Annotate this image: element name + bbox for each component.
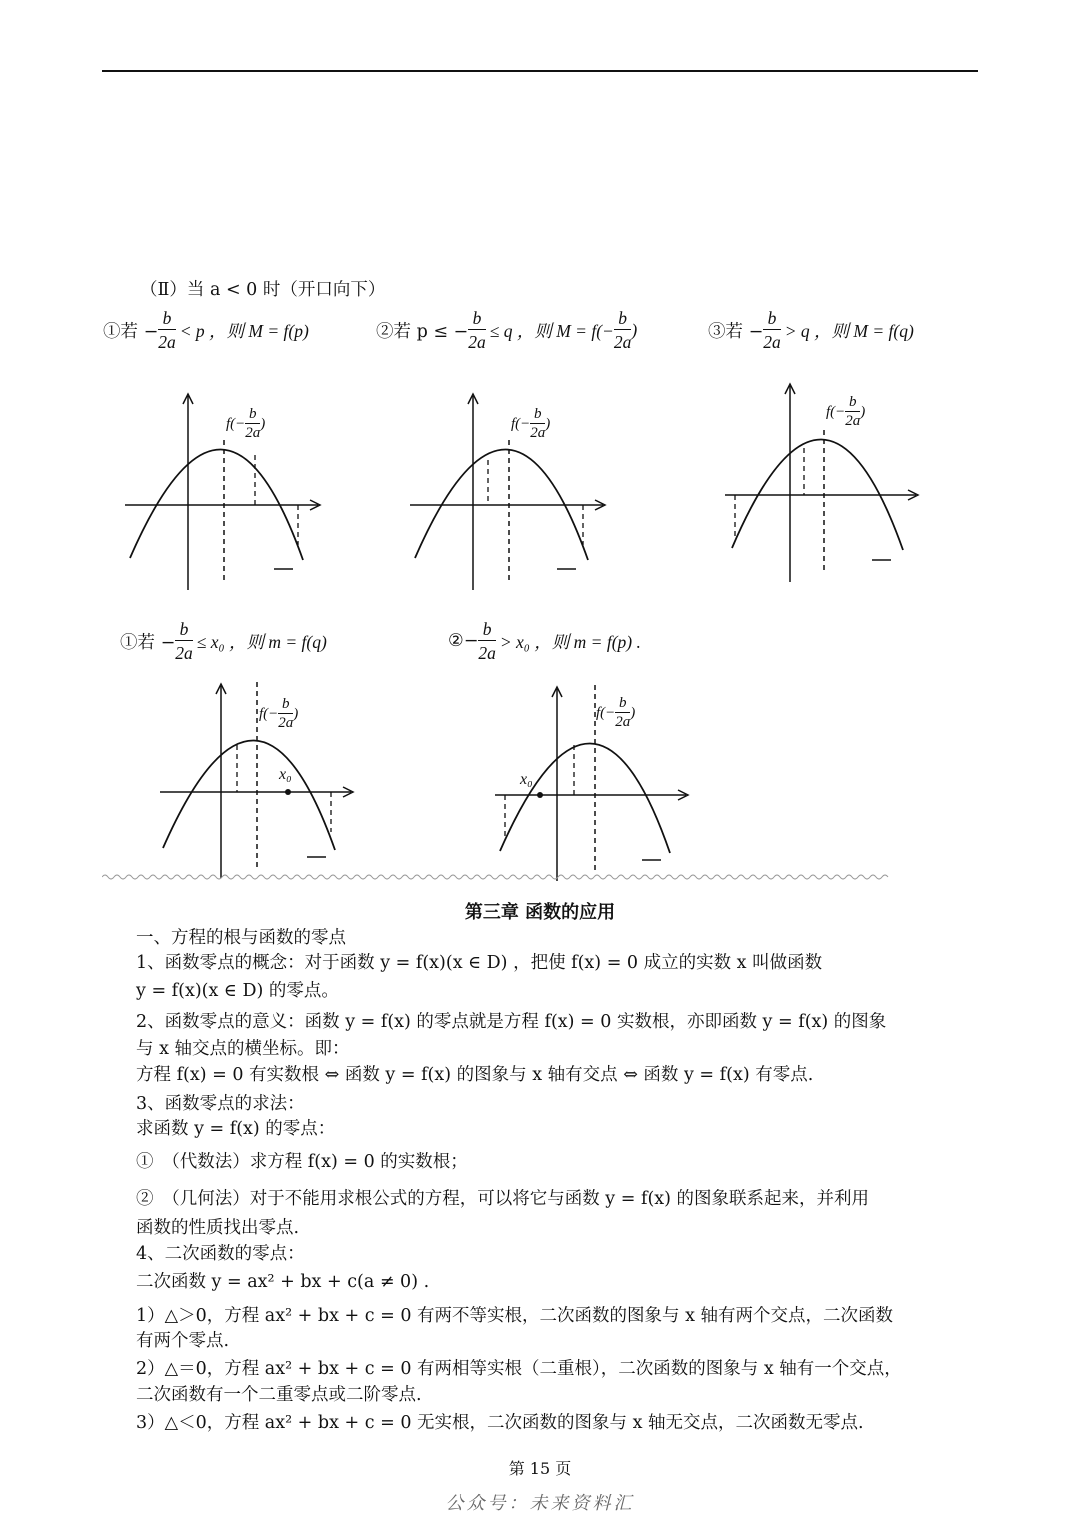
case2-max (376, 302, 637, 358)
graph-min-case2 (490, 683, 700, 883)
case3-max (708, 302, 914, 358)
min-case2: ②− $\frac{b}{2a}$ > x₀ ，则 m = f(p) . (448, 618, 641, 663)
case1-prefix: ①若 − (103, 321, 159, 342)
graph-label: f(− $\frac{b}{2a}$ ) (596, 695, 636, 730)
x0-label: x₀ (520, 771, 533, 788)
sec1-heading: 一、方程的根与函数的零点 (136, 928, 346, 948)
graph-case2-max (405, 390, 615, 595)
case2-prefix: ②若 p ≤ − (376, 321, 469, 342)
graph-label: f(− $\frac{b}{2a}$ ) (226, 406, 266, 441)
graph-case3-max (720, 380, 930, 585)
section-divider (102, 866, 978, 874)
p3-line2: 求函数 y = f(x) 的零点： (136, 1119, 336, 1139)
graph-label: f(− $\frac{b}{2a}$ ) (511, 406, 551, 441)
min-case1: ①若 − $\frac{b}{2a}$ ≤ x₀ ，则 m = f(q) (120, 618, 327, 663)
graph-label: f(− $\frac{b}{2a}$ ) (826, 394, 866, 429)
graph-label: f(− $\frac{b}{2a}$ ) (259, 696, 299, 731)
case3-prefix: ③若 − (708, 321, 764, 342)
chapter-title: 第三章 函数的应用 (464, 902, 616, 923)
x0-label: x₀ (279, 766, 292, 783)
frac-b-2a: $\frac{b}{2a}$ (468, 307, 486, 352)
p4-c3-line1: 3）△＜0，方程 ax² + bx + c = 0 无实根，二次函数的图象与 x 轴无交点，二次函数无零点. (136, 1413, 864, 1433)
p1-line2: y = f(x)(x ∈ D) 的零点。 (136, 981, 339, 1001)
p4-c1-line2: 有两个零点. (136, 1331, 230, 1351)
graph-case1-max (120, 390, 330, 595)
case1-max (103, 302, 309, 358)
case1-suffix: < p ，则 M = f(p) (179, 320, 309, 341)
case2-middle: ≤ q ，则 M = f(− (489, 320, 614, 341)
top-rule (102, 70, 978, 72)
p1-line1: 1、函数零点的概念：对于函数 y = f(x)(x ∈ D) ，把使 f(x) = 0 成立的实数 x 叫做函数 (136, 953, 823, 973)
p2-line2: 与 x 轴交点的横坐标。即： (136, 1039, 350, 1059)
p4-line2: 二次函数 y = ax² + bx + c(a ≠ 0) . (136, 1272, 430, 1292)
p3-item1: ① （代数法）求方程 f(x) = 0 的实数根； (136, 1152, 468, 1172)
section-heading: （Ⅱ）当 a < 0 时（开口向下） (140, 280, 386, 300)
p2-line3: 方程 f(x) = 0 有实数根 ⇔ 函数 y = f(x) 的图象与 x 轴有交点 ⇔ 函数 y = f(x) 有零点. (136, 1065, 814, 1085)
case3-suffix: > q ，则 M = f(q) (784, 320, 914, 341)
frac-b-2a: $\frac{b}{2a}$ (158, 307, 176, 352)
page-number: 第 15 页 (508, 1459, 572, 1478)
footer-watermark: 公众号：未来资料汇 (445, 1493, 635, 1514)
p4-c2-line1: 2）△＝0，方程 ax² + bx + c = 0 有两相等实根（二重根），二次函数的图象与 x 轴有一个交点， (136, 1359, 902, 1379)
p4-c2-line2: 二次函数有一个二重零点或二阶零点. (136, 1385, 422, 1405)
frac-b-2a: $\frac{b}{2a}$ (613, 307, 632, 352)
p2-line1: 2、函数零点的意义：函数 y = f(x) 的零点就是方程 f(x) = 0 实数根，亦即函数 y = f(x) 的图象 (136, 1012, 887, 1032)
p3-line1: 3、函数零点的求法： (136, 1094, 305, 1114)
p4-line1: 4、二次函数的零点： (136, 1244, 305, 1264)
p3-item2-line1: ② （几何法）对于不能用求根公式的方程，可以将它与函数 y = f(x) 的图象联系起来，并利用 (136, 1189, 870, 1209)
case2-suffix: ) (631, 319, 638, 340)
p4-c1-line1: 1）△＞0，方程 ax² + bx + c = 0 有两不等实根，二次函数的图象与 x 轴有两个交点，二次函数 (136, 1306, 894, 1326)
frac-b-2a: $\frac{b}{2a}$ (763, 307, 781, 352)
p3-item2-line2: 函数的性质找出零点. (136, 1218, 300, 1238)
graph-min-case1 (155, 680, 365, 880)
